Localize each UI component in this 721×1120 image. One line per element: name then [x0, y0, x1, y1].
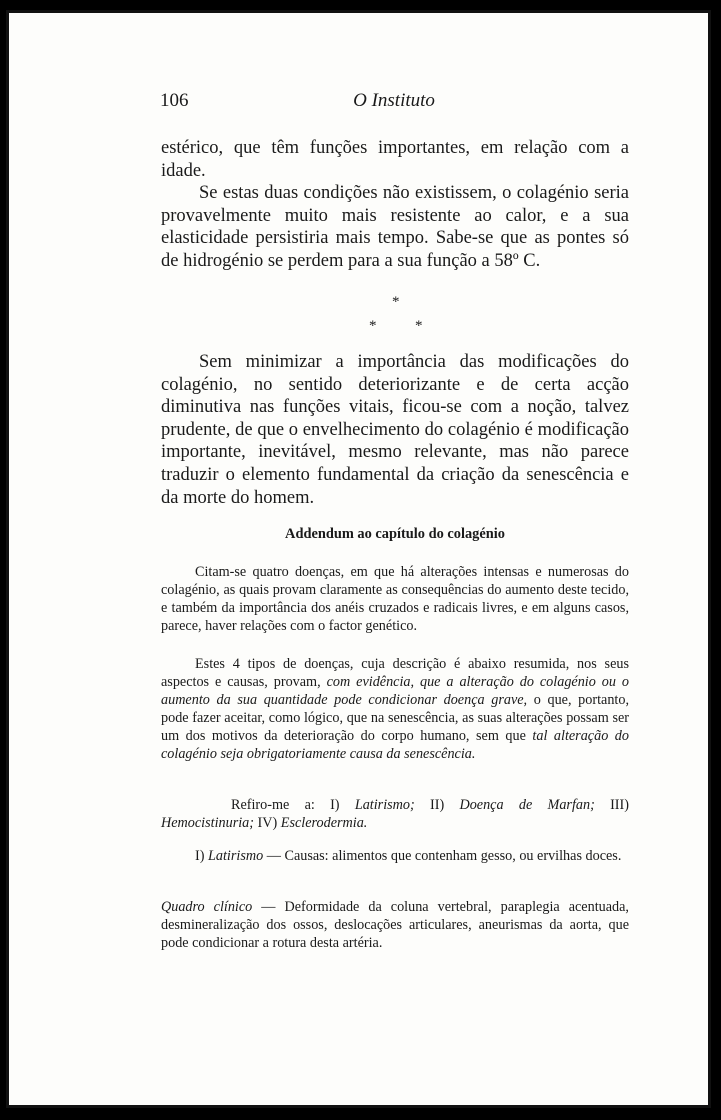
quadro-clinico — [161, 899, 629, 953]
disease-esclerodermia: Esclerodermia. — [280, 814, 368, 831]
list-num-3: III) — [594, 797, 629, 813]
disease-marfan: Doença de Marfan; — [459, 797, 595, 813]
disease-hemocistinuria: Hemocistinuria; — [161, 814, 254, 831]
list-num-4: IV) — [254, 814, 281, 831]
paragraph-minimizar: Sem minimizar a importância das modificações do colagénio, no sentido deteriorizante e de certa acção diminutiva nas funções vitais, ficou-se com a noção, talvez prudente, de que o envelhecimento do colagénio é modificação importante, inevitável, mesmo relevante, mas não parece traduzir o elemento fundamental da criação da senescência e da morte do homem. — [161, 352, 629, 508]
addendum-p2-emphasis-a: com evidência, que a alteração do colagénio ou o aumento da sua quantidade pode condicionar doença grave, — [161, 673, 629, 708]
causes-num: I) — [195, 848, 208, 864]
list-intro: Refiro-me a: I) — [231, 797, 355, 813]
section-star-right: * — [415, 318, 423, 334]
addendum-p2-text-a: Estes 4 tipos de doenças, cuja descrição é abaixo resumida, nos seus aspectos e causas, provam, — [161, 656, 629, 690]
list-num-2: II) — [414, 797, 460, 813]
quadro-term: Quadro clínico — [161, 899, 253, 915]
paragraph-continuation: estérico, que têm funções importantes, em relação com a idade. — [161, 138, 629, 181]
quadro-text: — Deformidade da coluna vertebral, paraplegia acentuada, desmineralização dos ossos, deslocações articulares, aneurismas da aorta, que pode condicionar a rotura desta artéria. — [161, 899, 629, 951]
addendum-p2-emphasis-b: tal alteração do colagénio seja obrigatoriamente causa da senescência. — [161, 727, 629, 762]
addendum-paragraph-2 — [161, 656, 629, 763]
running-title: O Instituto — [353, 90, 435, 111]
addendum-heading: Addendum ao capítulo do colagénio — [285, 526, 505, 542]
causes-text: — Causas: alimentos que contenham gesso, ou ervilhas doces. — [263, 848, 622, 864]
addendum-paragraph-1: Citam-se quatro doenças, em que há alterações intensas e numerosas do colagénio, as quais provam claramente as consequências do aumento deste tecido, e também da importância dos anéis cruzados e radicais livres, e em alguns casos, parece, haver relações com o factor genético. — [161, 564, 629, 634]
section-star-left: * — [369, 318, 377, 334]
latirismo-causes — [161, 848, 629, 866]
addendum-p2-text-b: o que, portanto, pode fazer aceitar, como lógico, que na senescência, as suas alterações possam ser um dos motivos da deterioração do corpo humano, sem que — [161, 691, 629, 744]
page-header — [160, 90, 628, 116]
paragraph-conditions: Se estas duas condições não existissem, o colagénio seria provavelmente muito mais resistente ao calor, e a sua elasticidade persistiria mais tempo. Sabe-se que as pontes só de hidrogénio se perdem para a sua função a 58º C. — [161, 183, 629, 271]
causes-term: Latirismo — [208, 848, 264, 864]
page-number: 106 — [160, 90, 189, 111]
addendum-diseases-list — [161, 797, 629, 833]
section-star-top: * — [392, 294, 400, 310]
disease-latirismo: Latirismo; — [354, 797, 415, 813]
